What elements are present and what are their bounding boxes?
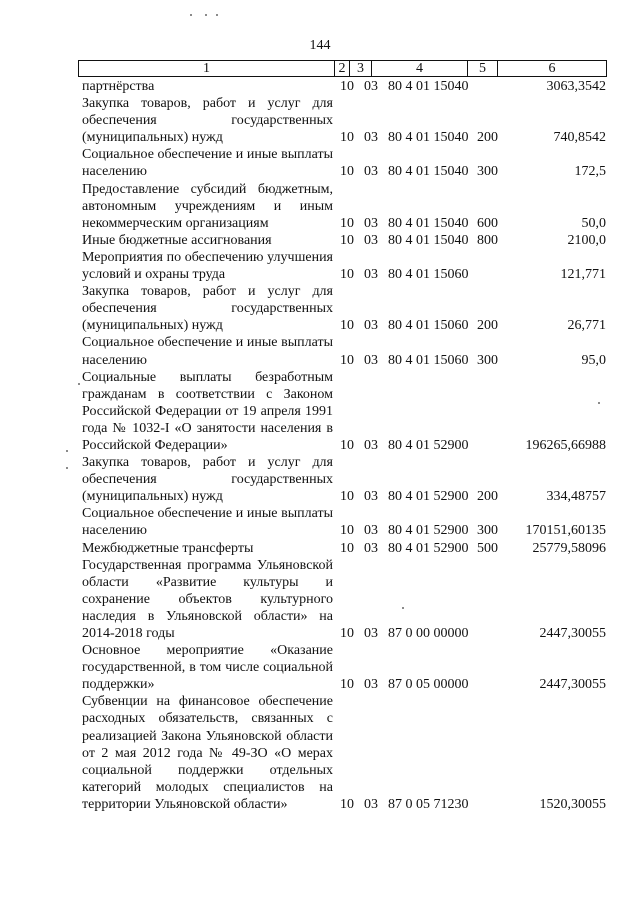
row-amount: 121,771	[560, 267, 606, 283]
header-col-3: 3	[350, 61, 372, 77]
table-row	[0, 454, 640, 505]
row-subsection: 03	[364, 626, 378, 641]
row-target-article: 87 0 05 00000	[388, 677, 469, 693]
row-section: 10	[340, 232, 354, 248]
row-expense-type: 300	[477, 523, 498, 539]
row-target-article: 80 4 01 52900	[388, 489, 469, 505]
row-name: Иные бюджетные ассигнования	[82, 232, 272, 248]
budget-table-body	[0, 78, 640, 813]
row-subsection: 03	[364, 489, 378, 505]
row-expense-type: 200	[477, 318, 498, 334]
row-name: Социальные выплаты безработным гражданам в соответствии с Законом Российской Федерации от 19 апреля 1991 года № 1032-I «О занятости населения в Российской Федерации»	[82, 369, 333, 453]
row-target-article: 80 4 01 15040	[388, 232, 469, 248]
row-name: Государственная программа Ульяновской области «Развитие культуры и сохранение объектов культурного наследия в Ульяновской области» на 2014-2018 годы	[82, 557, 333, 641]
page-number: 144	[309, 38, 331, 53]
row-subsection: 03	[364, 437, 378, 453]
row-section: 10	[340, 677, 354, 693]
row-amount: 3063,3542	[546, 79, 606, 94]
row-subsection: 03	[364, 215, 378, 231]
row-section: 10	[340, 540, 354, 556]
row-section: 10	[340, 215, 354, 231]
row-expense-type: 600	[477, 215, 498, 231]
table-row	[0, 249, 640, 283]
row-target-article: 80 4 01 15060	[388, 352, 469, 368]
header-col-5: 5	[468, 61, 498, 77]
table-row	[0, 540, 640, 557]
row-section: 10	[340, 796, 354, 812]
row-target-article: 87 0 05 71230	[388, 796, 469, 812]
table-row	[0, 369, 640, 454]
row-subsection: 03	[364, 677, 378, 693]
row-subsection: 03	[364, 318, 378, 334]
row-section: 10	[340, 523, 354, 539]
row-target-article: 80 4 01 15040	[388, 164, 469, 180]
row-section: 10	[340, 164, 354, 180]
row-target-article: 80 4 01 15060	[388, 267, 469, 283]
row-section: 10	[340, 352, 354, 368]
row-section: 10	[340, 130, 354, 146]
row-expense-type: 800	[477, 232, 498, 248]
row-name: Закупка товаров, работ и услуг для обеспечения государственных (муниципальных) нужд	[82, 284, 333, 334]
row-amount: 196265,66988	[525, 437, 606, 453]
row-subsection: 03	[364, 232, 378, 248]
row-subsection: 03	[364, 540, 378, 556]
row-expense-type: 200	[477, 489, 498, 505]
row-name: Предоставление субсидий бюджетным, автономным учреждениям и иным некоммерческим организациям	[82, 181, 333, 231]
row-target-article: 87 0 00 00000	[388, 626, 469, 641]
row-name: Социальное обеспечение и иные выплаты населению	[82, 335, 333, 368]
row-name: Социальное обеспечение и иные выплаты населению	[82, 147, 333, 180]
row-amount: 172,5	[574, 164, 606, 180]
row-name: Субвенции на финансовое обеспечение расходных обязательств, связанных с реализацией Закона Ульяновской области от 2 мая 2012 года № 49-ЗО «О мерах социальной поддержки отдельных категорий молодых специалистов на территории Ульяновской области»	[82, 694, 333, 812]
row-subsection: 03	[364, 130, 378, 146]
row-name: Закупка товаров, работ и услуг для обеспечения государственных (муниципальных) нужд	[82, 455, 333, 505]
row-subsection: 03	[364, 79, 378, 94]
row-amount: 740,8542	[553, 130, 606, 146]
row-section: 10	[340, 79, 354, 94]
row-target-article: 80 4 01 52900	[388, 540, 469, 556]
table-row	[0, 146, 640, 180]
table-row	[0, 557, 640, 642]
row-amount: 2447,30055	[539, 626, 606, 641]
row-target-article: 80 4 01 15040	[388, 215, 469, 231]
row-amount: 1520,30055	[539, 796, 606, 812]
row-amount: 334,48757	[546, 489, 606, 505]
row-name: Социальное обеспечение и иные выплаты населению	[82, 506, 333, 539]
table-row	[0, 283, 640, 334]
row-amount: 25779,58096	[532, 540, 606, 556]
column-header-row	[78, 60, 607, 77]
row-name: Мероприятия по обеспечению улучшения условий и охраны труда	[82, 249, 333, 283]
row-name: партнёрства	[82, 79, 155, 94]
header-col-1: 1	[79, 61, 335, 77]
table-row	[0, 334, 640, 368]
row-section: 10	[340, 267, 354, 283]
row-name: Основное мероприятие «Оказание государственной, в том числе социальной поддержки»	[82, 643, 333, 693]
table-row	[0, 232, 640, 249]
row-subsection: 03	[364, 796, 378, 812]
row-section: 10	[340, 437, 354, 453]
table-row	[0, 693, 640, 813]
row-amount: 95,0	[581, 352, 606, 368]
row-target-article: 80 4 01 15060	[388, 318, 469, 334]
header-col-6: 6	[498, 61, 607, 77]
row-subsection: 03	[364, 164, 378, 180]
row-amount: 2447,30055	[539, 677, 606, 693]
row-subsection: 03	[364, 267, 378, 283]
header-col-4: 4	[372, 61, 468, 77]
row-subsection: 03	[364, 352, 378, 368]
row-section: 10	[340, 626, 354, 641]
header-col-2: 2	[335, 61, 350, 77]
row-target-article: 80 4 01 15040	[388, 79, 469, 94]
row-expense-type: 300	[477, 164, 498, 180]
row-subsection: 03	[364, 523, 378, 539]
table-row	[0, 181, 640, 232]
table-row	[0, 642, 640, 693]
row-target-article: 80 4 01 52900	[388, 523, 469, 539]
table-row	[0, 95, 640, 146]
row-amount: 170151,60135	[525, 523, 606, 539]
row-target-article: 80 4 01 52900	[388, 437, 469, 453]
row-expense-type: 500	[477, 540, 498, 556]
row-amount: 50,0	[581, 215, 606, 231]
row-name: Межбюджетные трансферты	[82, 540, 254, 556]
row-target-article: 80 4 01 15040	[388, 130, 469, 146]
table-row	[0, 505, 640, 539]
table-row	[0, 78, 640, 95]
row-name: Закупка товаров, работ и услуг для обеспечения государственных (муниципальных) нужд	[82, 96, 333, 146]
row-amount: 26,771	[567, 318, 606, 334]
row-expense-type: 200	[477, 130, 498, 146]
row-amount: 2100,0	[567, 232, 606, 248]
row-expense-type: 300	[477, 352, 498, 368]
row-section: 10	[340, 489, 354, 505]
row-section: 10	[340, 318, 354, 334]
